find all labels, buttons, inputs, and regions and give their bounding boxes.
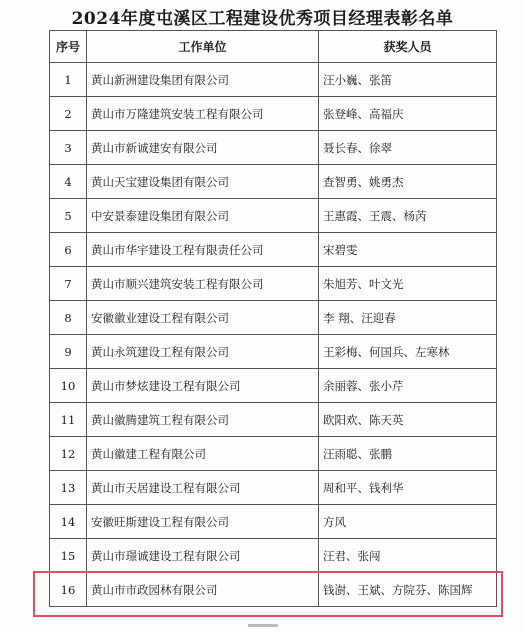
- row-index: 3: [50, 131, 87, 165]
- table-row: [50, 369, 497, 403]
- row-winners: 王彩梅、何国兵、左寒林: [319, 335, 497, 369]
- row-index: 14: [50, 505, 87, 539]
- row-index: 7: [50, 267, 87, 301]
- row-winners: 汪小巍、张笛: [319, 63, 497, 97]
- table-row: [50, 63, 497, 97]
- row-index: 9: [50, 335, 87, 369]
- page-title: 2024年度屯溪区工程建设优秀项目经理表彰名单: [71, 9, 454, 29]
- table-header-row: [50, 31, 497, 63]
- table-row: [50, 505, 497, 539]
- header-winners: 获奖人员: [319, 31, 497, 63]
- row-organization: 黄山市璟诚建设工程有限公司: [87, 539, 319, 573]
- row-index: 6: [50, 233, 87, 267]
- row-winners: 张登峰、高福庆: [319, 97, 497, 131]
- row-index: 13: [50, 471, 87, 505]
- row-organization: 黄山徽建工程有限公司: [87, 437, 319, 471]
- row-winners: 欧阳欢、陈天英: [319, 403, 497, 437]
- row-organization: 黄山永筑建设工程有限公司: [87, 335, 319, 369]
- awards-table: [49, 30, 497, 607]
- row-index: 15: [50, 539, 87, 573]
- row-organization: 黄山市华宇建设工程有限责任公司: [87, 233, 319, 267]
- table-row: [50, 165, 497, 199]
- row-winners: 汪雨聪、张鹏: [319, 437, 497, 471]
- table-row: [50, 403, 497, 437]
- row-organization: 黄山市梦炫建设工程有限公司: [87, 369, 319, 403]
- table-row: [50, 233, 497, 267]
- table-row: [50, 539, 497, 573]
- row-index: 2: [50, 97, 87, 131]
- row-winners: 朱旭芳、叶文光: [319, 267, 497, 301]
- scan-mark: [248, 624, 278, 627]
- row-organization: 黄山市市政园林有限公司: [87, 573, 319, 607]
- row-index: 1: [50, 63, 87, 97]
- row-winners: 查智勇、姚勇杰: [319, 165, 497, 199]
- row-index: 16: [50, 573, 87, 607]
- row-index: 4: [50, 165, 87, 199]
- row-winners: 方风: [319, 505, 497, 539]
- table-row: [50, 97, 497, 131]
- row-winners: 王惠霞、王震、杨芮: [319, 199, 497, 233]
- row-organization: 黄山市天居建设工程有限公司: [87, 471, 319, 505]
- row-organization: 黄山天宝建设集团有限公司: [87, 165, 319, 199]
- row-winners: 余丽蓉、张小芹: [319, 369, 497, 403]
- row-organization: 中安景泰建设集团有限公司: [87, 199, 319, 233]
- table-row-highlighted: [50, 573, 497, 607]
- row-winners: 汪君、张闯: [319, 539, 497, 573]
- table-row: [50, 131, 497, 165]
- row-index: 12: [50, 437, 87, 471]
- table-row: [50, 199, 497, 233]
- row-index: 5: [50, 199, 87, 233]
- row-winners: 聂长春、徐翠: [319, 131, 497, 165]
- row-winners: 宋碧雯: [319, 233, 497, 267]
- table-row: [50, 301, 497, 335]
- header-index: 序号: [50, 31, 87, 63]
- row-index: 11: [50, 403, 87, 437]
- row-winners: 李 翔、汪迎春: [319, 301, 497, 335]
- table-row: [50, 437, 497, 471]
- row-winners: 钱澍、王斌、方院芬、陈国辉: [319, 573, 497, 607]
- row-organization: 安徽徽业建设工程有限公司: [87, 301, 319, 335]
- row-organization: 黄山徽腾建筑工程有限公司: [87, 403, 319, 437]
- row-organization: 黄山市万隆建筑安装工程有限公司: [87, 97, 319, 131]
- header-organization: 工作单位: [87, 31, 319, 63]
- row-organization: 安徽旺斯建设工程有限公司: [87, 505, 319, 539]
- row-organization: 黄山新洲建设集团有限公司: [87, 63, 319, 97]
- table-row: [50, 335, 497, 369]
- row-organization: 黄山市新诚建安有限公司: [87, 131, 319, 165]
- row-winners: 周和平、钱利华: [319, 471, 497, 505]
- table-row: [50, 267, 497, 301]
- row-index: 8: [50, 301, 87, 335]
- table-row: [50, 471, 497, 505]
- row-organization: 黄山市顺兴建筑安装工程有限公司: [87, 267, 319, 301]
- row-index: 10: [50, 369, 87, 403]
